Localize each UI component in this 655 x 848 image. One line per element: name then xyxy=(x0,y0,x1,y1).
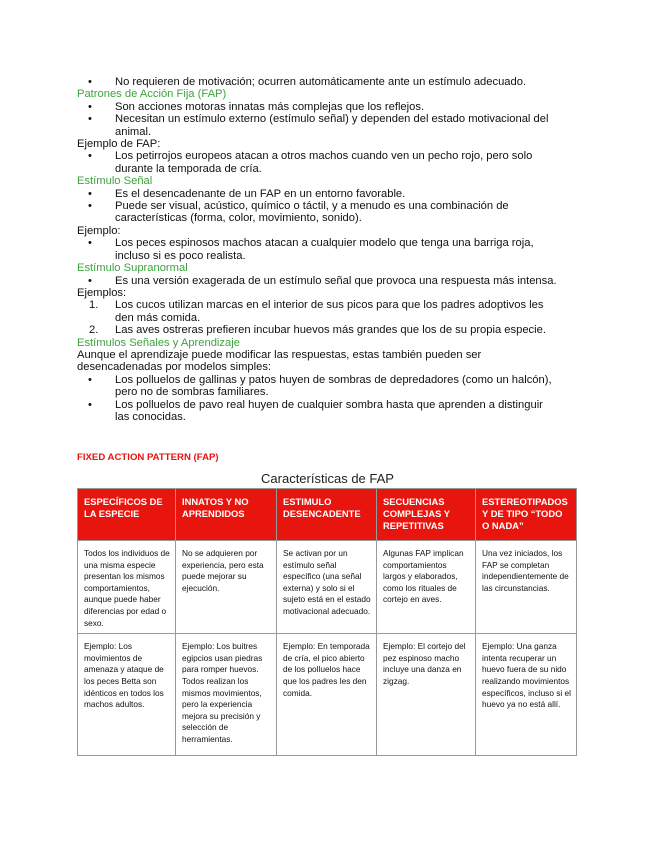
text-line: • Puede ser visual, acústico, químico o táctil, y a menudo es una combinación de xyxy=(115,200,509,213)
section-heading xyxy=(77,175,577,187)
text-line: • Es una versión exagerada de un estímulo señal que provoca una respuesta más intensa. xyxy=(115,274,557,287)
section-heading xyxy=(77,337,577,349)
paragraph xyxy=(77,138,577,150)
text-line: pero no de sombras familiares. xyxy=(115,386,269,399)
numbered-item xyxy=(77,324,577,336)
text-line: • Es el desencadenante de un FAP en un entorno favorable. xyxy=(115,187,406,200)
table-cell: No se adquieren por experiencia, pero esta puede mejorar su ejecución. xyxy=(176,541,277,634)
table-cell: Todos los individuos de una misma especie presentan los mismos comportamientos, aunque puede haber diferencias por edad o sexo. xyxy=(78,541,176,634)
table-header-row xyxy=(78,489,577,541)
bullet-item xyxy=(77,150,577,175)
bullet-item xyxy=(77,113,577,138)
text-line: las conocidas. xyxy=(115,410,186,423)
paragraph xyxy=(77,287,577,299)
table-cell: Ejemplo: Los buitres egipcios usan piedras para romper huevos. Todos realizan los mismos movimientos, pero la experiencia mejora su precisión y selección de herramientas. xyxy=(176,634,277,756)
text-line: animal. xyxy=(115,125,152,138)
text-line: Estímulo Supranormal xyxy=(77,262,188,275)
header-cell: SECUENCIAS COMPLEJAS Y REPETITIVAS xyxy=(377,489,476,541)
text-line: den más comida. xyxy=(115,311,201,324)
bullet-item xyxy=(77,275,577,287)
table-cell: Una vez iniciados, los FAP se completan independientemente de las circunstancias. xyxy=(476,541,577,634)
table-cell: Ejemplo: El cortejo del pez espinoso macho incluye una danza en zigzag. xyxy=(377,634,476,756)
text-line: Ejemplos: xyxy=(77,286,127,299)
table-cell: Ejemplo: Una ganza intenta recuperar un huevo fuera de su nido realizando movimientos específicos, incluso si el huevo ya no está allí. xyxy=(476,634,577,756)
header-cell: INNATOS Y NO APRENDIDOS xyxy=(176,489,277,541)
header-cell: ESTIMULO DESENCADENTE xyxy=(277,489,377,541)
table-cell: Se activan por un estímulo señal específico (una señal externa) y solo si el sujeto está en el estado motivacional adecuado. xyxy=(277,541,377,634)
table-cell: Ejemplo: En temporada de cría, el pico abierto de los polluelos hace que los padres les den comida. xyxy=(277,634,377,756)
paragraph xyxy=(77,225,577,237)
table-caption: Características de FAP xyxy=(261,471,394,486)
bullet-item xyxy=(77,76,577,88)
table-row xyxy=(78,541,577,634)
item-number: 1. xyxy=(89,299,99,312)
header-cell: ESPECÍFICOS DE LA ESPECIE xyxy=(78,489,176,541)
fap-characteristics-table xyxy=(77,488,577,756)
paragraph xyxy=(77,349,577,374)
text-line: Patrones de Acción Fija (FAP) xyxy=(77,88,227,101)
text-line: • Los polluelos de pavo real huyen de cualquier sombra hasta que aprenden a distinguir xyxy=(115,398,543,411)
text-line: Estímulos Señales y Aprendizaje xyxy=(77,336,240,349)
table-row xyxy=(78,634,577,756)
text-line: características (forma, color, movimiento, sonido). xyxy=(115,212,362,225)
text-line: • Necesitan un estímulo externo (estímulo señal) y dependen del estado motivacional del xyxy=(115,113,549,126)
text-line: Los cucos utilizan marcas en el interior de sus picos para que los padres adoptivos les xyxy=(115,299,544,312)
text-line: Ejemplo de FAP: xyxy=(77,138,161,151)
bullet-item xyxy=(77,237,577,262)
bullet-item xyxy=(77,188,577,200)
table-cell: Algunas FAP implican comportamientos largos y elaborados, como los rituales de cortejo en aves. xyxy=(377,541,476,634)
text-line: • Son acciones motoras innatas más complejas que los reflejos. xyxy=(115,100,425,113)
text-line: Las aves ostreras prefieren incubar huevos más grandes que los de su propia especie. xyxy=(115,324,546,337)
numbered-item xyxy=(77,299,577,324)
section-title: FIXED ACTION PATTERN (FAP) xyxy=(77,452,219,463)
text-line: Aunque el aprendizaje puede modificar las respuestas, estas también pueden ser xyxy=(77,348,482,361)
text-line: desencadenadas por modelos simples: xyxy=(77,361,272,374)
text-line: Ejemplo: xyxy=(77,224,121,237)
text-line: incluso si es poco realista. xyxy=(115,249,246,262)
item-number: 2. xyxy=(89,324,99,337)
text-line: • No requieren de motivación; ocurren automáticamente ante un estímulo adecuado. xyxy=(115,76,527,88)
text-line: • Los peces espinosos machos atacan a cualquier modelo que tenga una barriga roja, xyxy=(115,237,534,250)
bullet-item xyxy=(77,374,577,399)
text-line: durante la temporada de cría. xyxy=(115,162,262,175)
bullet-item xyxy=(77,101,577,113)
section-heading xyxy=(77,262,577,274)
bullet-item xyxy=(77,399,577,424)
document-body xyxy=(77,76,577,423)
text-line: Estímulo Señal xyxy=(77,175,153,188)
section-heading xyxy=(77,88,577,100)
text-line: • Los petirrojos europeos atacan a otros machos cuando ven un pecho rojo, pero solo xyxy=(115,150,533,163)
header-cell: ESTEREOTIPADOS Y DE TIPO “TODO O NADA” xyxy=(476,489,577,541)
text-line: • Los polluelos de gallinas y patos huyen de sombras de depredadores (como un halcón), xyxy=(115,373,552,386)
bullet-item xyxy=(77,200,577,225)
table-cell: Ejemplo: Los movimientos de amenaza y ataque de los peces Betta son idénticos en todos los machos adultos. xyxy=(78,634,176,756)
